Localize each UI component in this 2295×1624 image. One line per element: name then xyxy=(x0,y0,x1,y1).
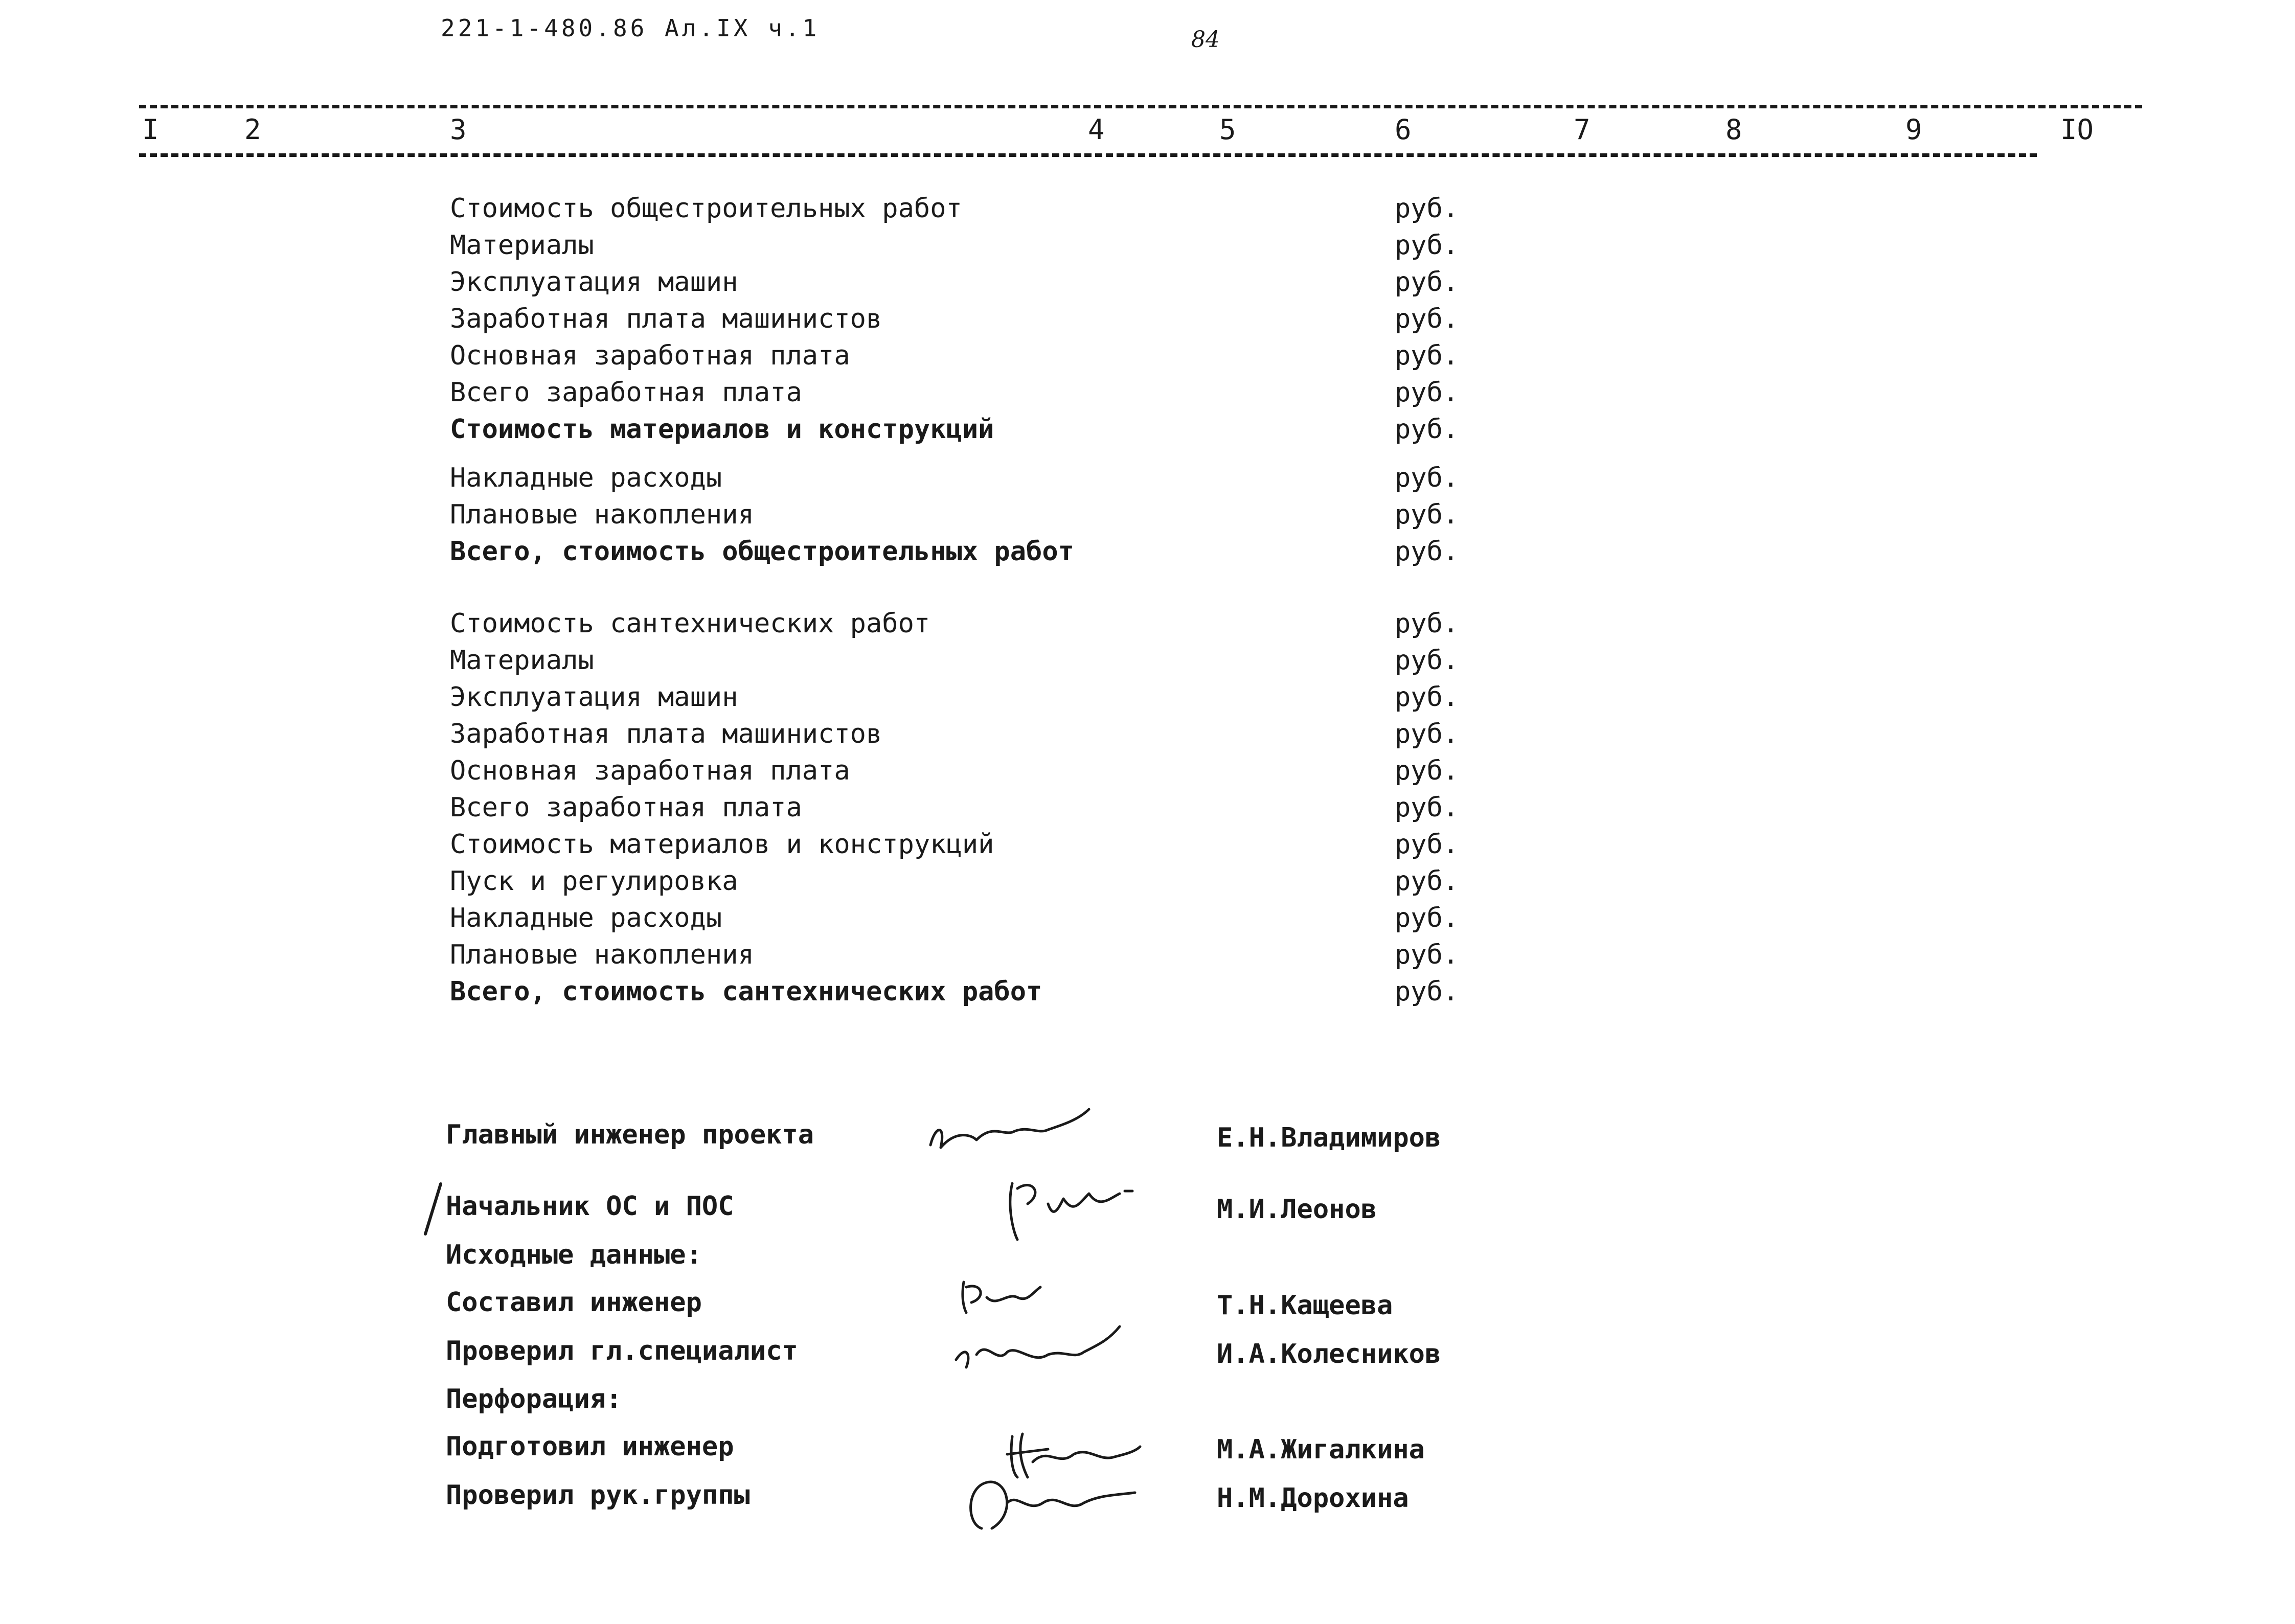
row-label: Стоимость общестроительных работ xyxy=(450,193,962,224)
row-label: Плановые накопления xyxy=(450,940,754,970)
row-label: Пуск и регулировка xyxy=(450,866,738,897)
row-label: Плановые накопления xyxy=(450,499,754,530)
page-number: 84 xyxy=(1191,27,1220,53)
row-label: Всего заработная плата xyxy=(450,377,802,408)
row-label: Всего заработная плата xyxy=(450,792,802,823)
column-number: IO xyxy=(2060,113,2094,146)
row-unit: руб. xyxy=(1395,267,1459,298)
margin-slash-mark xyxy=(420,1181,446,1237)
row-unit: руб. xyxy=(1395,829,1459,860)
handwritten-signature xyxy=(1002,1173,1135,1250)
signatory-name: М.И.Леонов xyxy=(1217,1194,1377,1225)
row-unit: руб. xyxy=(1395,340,1459,371)
row-unit: руб. xyxy=(1395,304,1459,334)
handwritten-signature xyxy=(961,1472,1145,1539)
row-unit: руб. xyxy=(1395,940,1459,970)
column-number: 8 xyxy=(1725,113,1742,146)
row-unit: руб. xyxy=(1395,414,1459,445)
row-unit: руб. xyxy=(1395,756,1459,786)
row-label: Стоимость материалов и конструкций xyxy=(450,414,994,445)
signatory-name: М.А.Жигалкина xyxy=(1217,1434,1425,1465)
signature-role: Проверил гл.специалист xyxy=(446,1336,798,1366)
row-unit: руб. xyxy=(1395,719,1459,749)
row-unit: руб. xyxy=(1395,608,1459,639)
row-unit: руб. xyxy=(1395,682,1459,713)
row-unit: руб. xyxy=(1395,645,1459,676)
column-number: 4 xyxy=(1088,113,1105,146)
row-label: Основная заработная плата xyxy=(450,340,850,371)
column-number: 7 xyxy=(1574,113,1590,146)
row-label: Заработная плата машинистов xyxy=(450,304,882,334)
row-unit: руб. xyxy=(1395,903,1459,933)
row-unit: руб. xyxy=(1395,866,1459,897)
header-top-rule xyxy=(139,105,2142,108)
signatory-name: И.А.Колесников xyxy=(1217,1339,1441,1369)
row-label: Основная заработная плата xyxy=(450,756,850,786)
signature-role: Составил инженер xyxy=(446,1287,702,1318)
row-label: Стоимость сантехнических работ xyxy=(450,608,930,639)
row-unit: руб. xyxy=(1395,536,1459,567)
row-unit: руб. xyxy=(1395,377,1459,408)
signature-role: Перфорация: xyxy=(446,1384,622,1414)
handwritten-signature xyxy=(925,1104,1099,1165)
column-number: I xyxy=(142,113,159,146)
document-code: 221-1-480.86 Ал.IX ч.1 xyxy=(441,14,820,42)
column-number: 5 xyxy=(1219,113,1236,146)
row-label: Накладные расходы xyxy=(450,463,722,493)
row-unit: руб. xyxy=(1395,463,1459,493)
signatory-name: Е.Н.Владимиров xyxy=(1217,1123,1441,1153)
row-label: Всего, стоимость сантехнических работ xyxy=(450,976,1042,1007)
signature-role: Исходные данные: xyxy=(446,1240,702,1270)
signatory-name: Н.М.Дорохина xyxy=(1217,1483,1409,1514)
column-number: 3 xyxy=(450,113,467,146)
signature-role: Главный инженер проекта xyxy=(446,1119,814,1150)
row-unit: руб. xyxy=(1395,193,1459,224)
row-label: Материалы xyxy=(450,645,594,676)
signature-role: Подготовил инженер xyxy=(446,1431,734,1462)
row-label: Материалы xyxy=(450,230,594,261)
row-unit: руб. xyxy=(1395,499,1459,530)
row-unit: руб. xyxy=(1395,230,1459,261)
handwritten-signature xyxy=(956,1277,1048,1318)
row-unit: руб. xyxy=(1395,792,1459,823)
header-bottom-rule xyxy=(139,153,2037,157)
row-label: Всего, стоимость общестроительных работ xyxy=(450,536,1074,567)
signature-role: Проверил рук.группы xyxy=(446,1480,750,1511)
signatory-name: Т.Н.Кащеева xyxy=(1217,1290,1393,1321)
column-number: 9 xyxy=(1905,113,1922,146)
signature-role: Начальник ОС и ПОС xyxy=(446,1191,734,1222)
row-label: Эксплуатация машин xyxy=(450,682,738,713)
column-number: 6 xyxy=(1395,113,1412,146)
row-label: Эксплуатация машин xyxy=(450,267,738,298)
row-unit: руб. xyxy=(1395,976,1459,1007)
column-number: 2 xyxy=(244,113,261,146)
row-label: Заработная плата машинистов xyxy=(450,719,882,749)
row-label: Накладные расходы xyxy=(450,903,722,933)
handwritten-signature xyxy=(951,1324,1125,1380)
row-label: Стоимость материалов и конструкций xyxy=(450,829,994,860)
